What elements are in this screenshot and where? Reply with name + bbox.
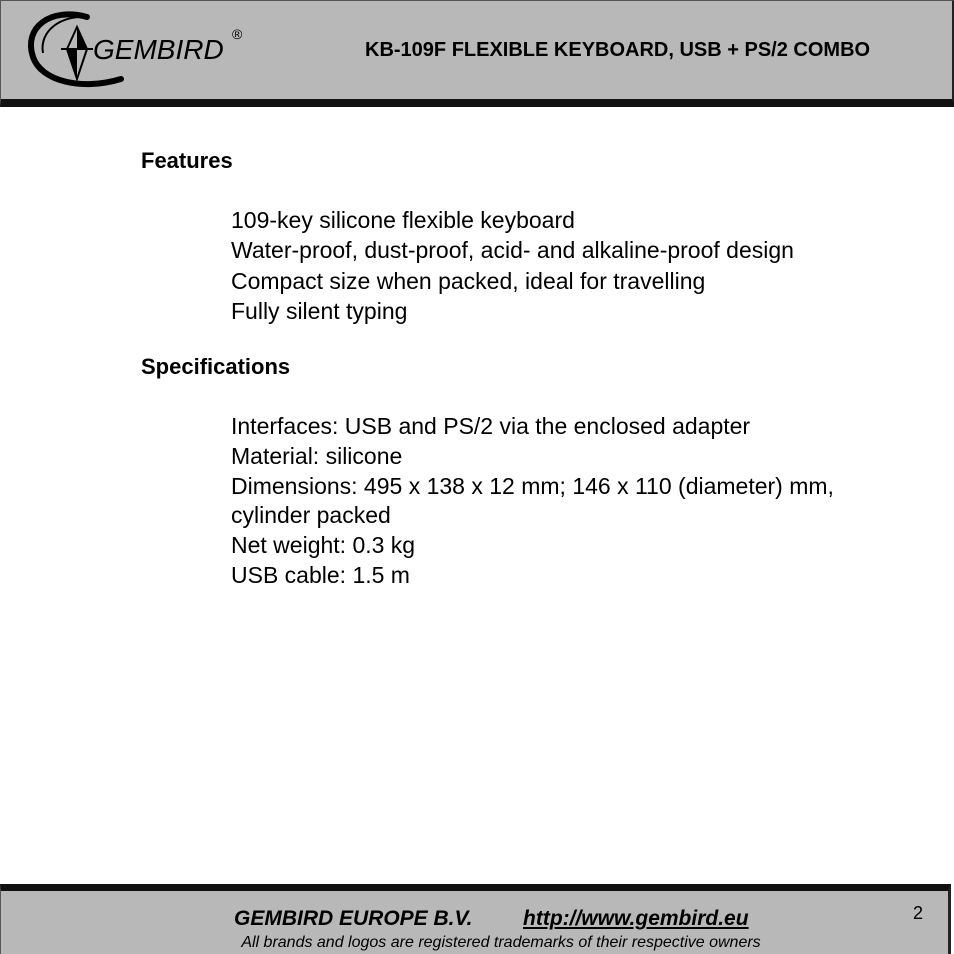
features-list [231,205,794,327]
list-item: Compact size when packed, ideal for travelling [231,267,706,294]
list-item: Material: silicone [231,443,403,470]
registered-mark: ® [232,26,243,42]
gembird-logo [21,5,261,93]
list-item: Water-proof, dust-proof, acid- and alkaline-proof design [231,237,794,264]
list-item: Interfaces: USB and PS/2 via the enclosed adapter [231,413,751,439]
logo-wordmark: GEMBIRD [93,34,224,65]
list-item: Fully silent typing [231,298,408,325]
company-name: GEMBIRD EUROPE B.V. [234,907,473,930]
page-footer [0,884,951,954]
list-item: 109-key silicone flexible keyboard [231,207,575,233]
website-link[interactable]: http://www.gembird.eu [523,907,749,930]
trademark-note: All brands and logos are registered trademarks of their respective owners [241,934,761,951]
page-header [0,0,954,107]
specifications-heading: Specifications [141,354,291,379]
list-item: USB cable: 1.5 m [231,562,410,589]
page-number: 2 [913,903,924,923]
specifications-list [231,411,906,591]
document-title: KB-109F FLEXIBLE KEYBOARD, USB + PS/2 COMBO [365,39,871,61]
list-item: Net weight: 0.3 kg [231,531,416,558]
list-item: Dimensions: 495 x 138 x 12 mm; 146 x 110 (diameter) mm, cylinder packed [231,472,834,528]
features-heading: Features [141,148,233,173]
